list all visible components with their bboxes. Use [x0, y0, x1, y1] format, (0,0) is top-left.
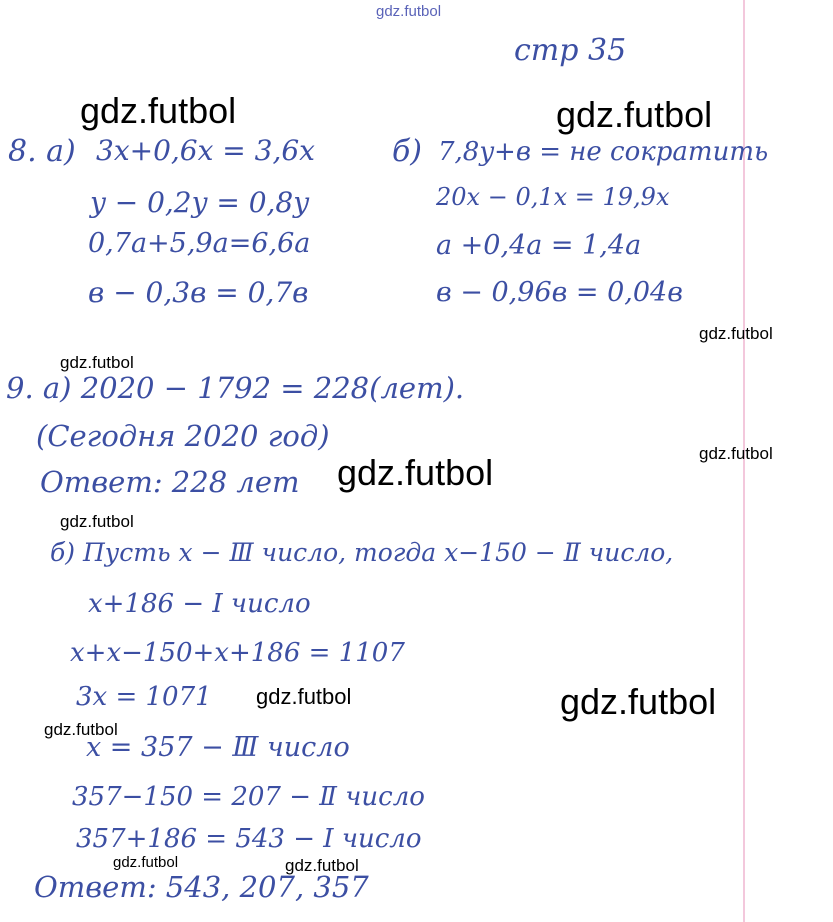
watermark-top: gdz.futbol	[376, 3, 442, 20]
task9-b-line: б) Пусть x − Ⅲ число, тогда x−150 − Ⅱ число,	[50, 538, 674, 567]
task9-b-line: x = 357 − Ⅲ число	[86, 732, 350, 763]
watermark: gdz.futbol	[256, 684, 352, 709]
task8-b-line: 7,8y+в = не сократить	[438, 137, 769, 167]
task8-a-line: 3x+0,6x = 3,6x	[96, 134, 315, 167]
watermark: gdz.futbol	[699, 444, 773, 463]
task8-a-line: в − 0,3в = 0,7в	[88, 276, 309, 309]
task8-b-line: в − 0,96в = 0,04в	[436, 277, 683, 308]
task8-b-line: a +0,4a = 1,4a	[436, 230, 642, 261]
task9-b-answer: Ответ: 543, 207, 357	[34, 870, 369, 904]
task9-b-line: 357+186 = 543 − Ⅰ число	[76, 824, 422, 854]
task8-a-line: y − 0,2y = 0,8y	[90, 186, 310, 219]
task9-b-line: x+186 − Ⅰ число	[88, 589, 311, 619]
task9-a-line: 9. а) 2020 − 1792 = 228(лет).	[6, 371, 465, 405]
task8-b-label: б)	[392, 134, 423, 169]
watermark: gdz.futbol	[80, 90, 237, 131]
watermark: gdz.futbol	[337, 452, 494, 493]
watermark: gdz.futbol	[60, 512, 134, 531]
page-number: стр 35	[514, 33, 627, 68]
watermark: gdz.futbol	[113, 854, 179, 871]
task9-a-answer: Ответ: 228 лет	[40, 465, 300, 499]
task8-a-line: 0,7a+5,9a=6,6a	[88, 228, 311, 259]
task8-b-line: 20x − 0,1x = 19,9x	[436, 183, 670, 211]
watermark: gdz.futbol	[560, 681, 717, 722]
watermark: gdz.futbol	[699, 324, 773, 343]
watermark: gdz.futbol	[60, 353, 134, 372]
task9-b-line: 357−150 = 207 − Ⅱ число	[72, 782, 425, 812]
task9-a-line: (Сегодня 2020 год)	[36, 419, 330, 453]
task9-b-line: 3x = 1071	[76, 682, 212, 712]
watermark: gdz.futbol	[285, 856, 359, 875]
task9-b-line: x+x−150+x+186 = 1107	[70, 638, 405, 668]
watermark: gdz.futbol	[44, 720, 118, 739]
watermark: gdz.futbol	[556, 94, 713, 135]
task8-a-label: 8. а)	[8, 134, 76, 169]
